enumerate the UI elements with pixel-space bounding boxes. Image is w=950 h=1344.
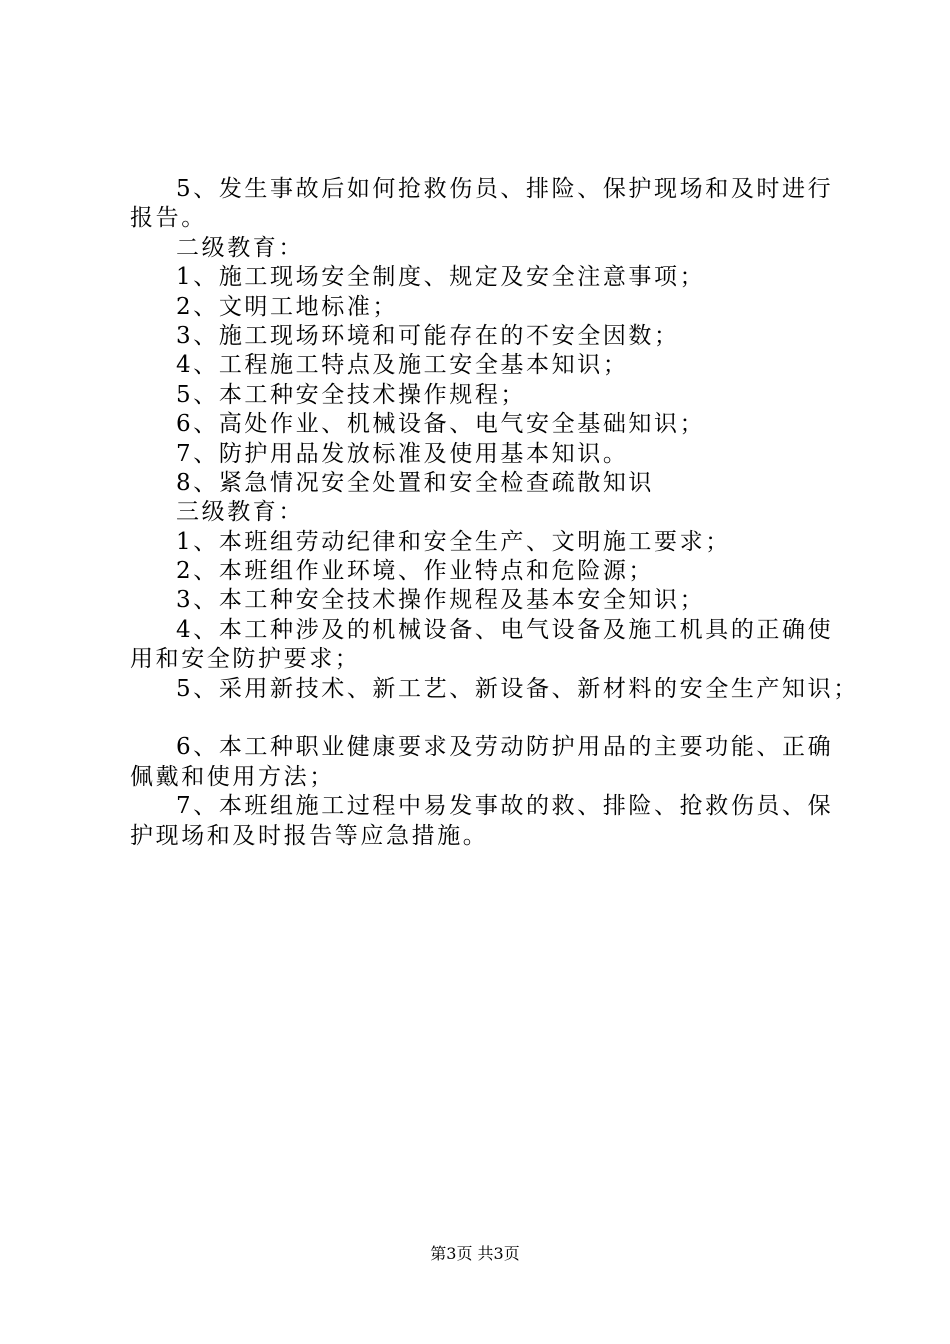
list-item: 3、本工种安全技术操作规程及基本安全知识； bbox=[176, 587, 706, 614]
list-item: 1、本班组劳动纪律和安全生产、文明施工要求； bbox=[176, 528, 731, 555]
list-item: 4、本工种涉及的机械设备、电气设备及施工机具的正确使 bbox=[176, 616, 834, 643]
list-item-continuation: 护现场和及时报告等应急措施。 bbox=[130, 822, 489, 849]
text-line-1: 5、发生事故后如何抢救伤员、排险、保护现场和及时进行 bbox=[176, 176, 834, 202]
list-item: 6、高处作业、机械设备、电气安全基础知识； bbox=[176, 411, 706, 438]
list-item-continuation: 佩戴和使用方法； bbox=[130, 763, 335, 790]
list-item: 2、本班组作业环境、作业特点和危险源； bbox=[176, 558, 655, 585]
list-item: 5、本工种安全技术操作规程； bbox=[176, 381, 527, 408]
list-item-continuation: 用和安全防护要求； bbox=[130, 646, 361, 673]
section-heading-level-2: 二级教育： bbox=[176, 234, 304, 261]
list-item: 8、紧急情况安全处置和安全检查疏散知识 bbox=[176, 469, 655, 496]
list-item: 1、施工现场安全制度、规定及安全注意事项； bbox=[176, 264, 706, 291]
page-number-footer: 第3页 共3页 bbox=[430, 1244, 520, 1263]
list-item: 6、本工种职业健康要求及劳动防护用品的主要功能、正确 bbox=[176, 734, 834, 761]
list-item: 5、采用新技术、新工艺、新设备、新材料的安全生产知识； bbox=[176, 675, 859, 702]
list-item: 4、工程施工特点及施工安全基本知识； bbox=[176, 352, 629, 379]
document-body bbox=[130, 175, 859, 851]
list-item: 2、文明工地标准； bbox=[176, 293, 399, 320]
blank-line bbox=[130, 704, 830, 733]
list-item: 3、施工现场环境和可能存在的不安全因数； bbox=[176, 322, 680, 349]
section-heading-level-3: 三级教育： bbox=[176, 499, 304, 526]
text-line-2: 报告。 bbox=[130, 205, 207, 232]
list-item: 7、本班组施工过程中易发事故的救、排险、抢救伤员、保 bbox=[176, 793, 834, 820]
list-item: 7、防护用品发放标准及使用基本知识。 bbox=[176, 440, 629, 467]
